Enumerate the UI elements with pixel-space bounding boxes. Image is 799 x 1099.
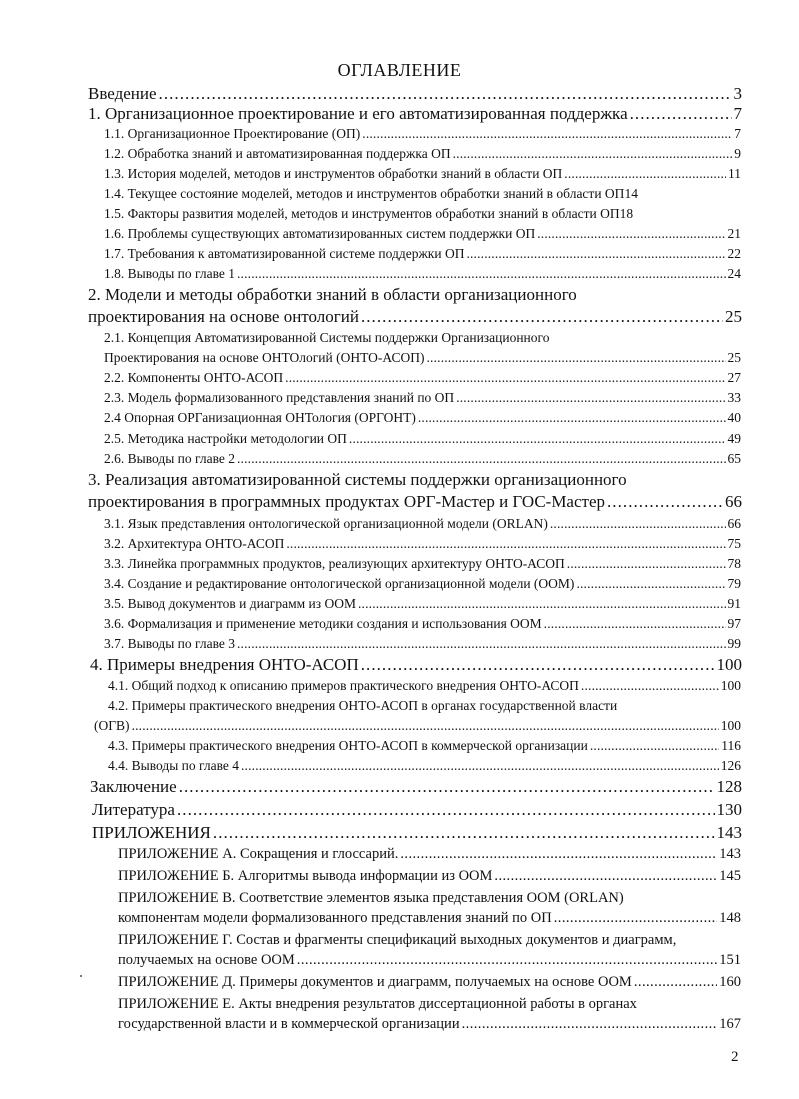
toc-chapter-2-line1: 2. Модели и методы обработки знаний в области организационного (88, 285, 577, 304)
leader-dots (349, 431, 726, 447)
toc-appendix-e-line1: ПРИЛОЖЕНИЕ Е. Акты внедрения результатов диссертационной работы в органах (118, 996, 637, 1012)
toc-entry-4-3[interactable] (108, 738, 741, 754)
toc-entry-3-1[interactable] (104, 516, 741, 532)
leader-dots (544, 616, 726, 632)
leader-dots (590, 738, 719, 754)
toc-page: 66 (727, 516, 741, 531)
toc-title: 4.3. Примеры практического внедрения ОНТО-АСОП в коммерческой организации (108, 738, 588, 753)
toc-page: 99 (727, 636, 741, 651)
toc-title: 2.4 Опорная ОРГанизационная ОНТология (ОРГОНТ) (104, 410, 416, 425)
toc-title: 2.5. Методика настройки методологии ОП (104, 431, 347, 446)
toc-entry-appendix-a[interactable] (118, 846, 741, 863)
toc-entry-3-5[interactable] (104, 596, 741, 612)
toc-page: 97 (727, 616, 741, 631)
toc-page: 18 (619, 206, 634, 221)
leader-dots (159, 84, 732, 104)
toc-page: 25 (727, 350, 741, 365)
toc-title: Литература (92, 800, 175, 819)
toc-title: Проектирования на основе ОНТОлогий (ОНТО-АСОП) (104, 350, 425, 365)
toc-title: 3.1. Язык представления онтологической организационной модели (ORLAN) (104, 516, 548, 531)
toc-title: (ОГВ) (94, 718, 130, 733)
toc-entry-conclusion[interactable] (90, 777, 742, 797)
leader-dots (576, 576, 725, 592)
leader-dots (358, 596, 726, 612)
toc-entry-chapter-3[interactable] (88, 492, 742, 512)
toc-page: 14 (624, 186, 638, 201)
toc-page: 66 (725, 492, 742, 511)
toc-title: 3.7. Выводы по главе 3 (104, 636, 235, 651)
toc-entry-literature[interactable] (92, 800, 742, 820)
toc-title: 1.8. Выводы по главе 1 (104, 266, 235, 281)
toc-title: 1.5. Факторы развития моделей, методов и инструментов обработки знаний в области ОП (104, 206, 620, 221)
leader-dots (237, 451, 726, 467)
toc-entry-chapter-2[interactable] (88, 307, 742, 327)
toc-entry-chapter-1[interactable] (88, 104, 742, 124)
toc-title: 1.6. Проблемы существующих автоматизированных систем поддержки ОП (104, 226, 536, 241)
toc-4-2-line1: 4.2. Примеры практического внедрения ОНТО-АСОП в органах государственной власти (108, 698, 618, 713)
toc-2-1-line1: 2.1. Концепция Автоматизированной Системы поддержки Организационного (104, 330, 550, 345)
toc-page: 167 (719, 1016, 741, 1032)
toc-entry-4-1[interactable] (108, 678, 741, 694)
toc-page: 7 (734, 126, 741, 141)
toc-entry-3-4[interactable] (104, 576, 741, 592)
leader-dots (564, 166, 726, 182)
scan-speck (80, 975, 82, 977)
toc-title: 4. Примеры внедрения ОНТО-АСОП (90, 655, 359, 674)
toc-entry-4-2[interactable] (94, 718, 741, 734)
toc-title: 3.6. Формализация и применение методики создания и использования ООМ (104, 616, 542, 631)
leader-dots (418, 410, 726, 426)
toc-title: 1.1. Организационное Проектирование (ОП) (104, 126, 361, 141)
leader-dots (581, 678, 719, 694)
toc-page: 79 (727, 576, 741, 591)
toc-title: проектирования в программных продуктах ОРГ-Мастер и ГОС-Мастер (88, 492, 605, 511)
leader-dots (607, 492, 723, 512)
toc-entry-chapter-4[interactable] (90, 655, 742, 675)
leader-dots (427, 350, 726, 366)
toc-title: государственной власти и в коммерческой организации (118, 1016, 460, 1032)
toc-title: 3.2. Архитектура ОНТО-АСОП (104, 536, 285, 551)
leader-dots (362, 126, 732, 142)
toc-entry-1-8[interactable] (104, 266, 741, 282)
toc-page: 33 (727, 390, 741, 405)
toc-title: Введение (88, 84, 157, 103)
toc-entry-appendix-b[interactable] (118, 868, 741, 885)
toc-entry-3-3[interactable] (104, 556, 741, 572)
leader-dots (462, 1016, 718, 1033)
toc-entry-appendix-g[interactable] (118, 952, 741, 969)
toc-title: ПРИЛОЖЕНИЕ Д. Примеры документов и диаграмм, получаемых на основе ООМ (118, 974, 632, 990)
leader-dots (466, 246, 725, 262)
leader-dots (237, 636, 726, 652)
toc-page: 3 (733, 84, 742, 103)
toc-page: 151 (719, 952, 741, 968)
leader-dots (132, 718, 719, 734)
toc-entry-2-1[interactable] (104, 350, 741, 366)
toc-entry-1-7[interactable] (104, 246, 741, 262)
toc-entry-2-6[interactable] (104, 451, 741, 467)
toc-entry-2-4[interactable] (104, 410, 741, 426)
leader-dots (361, 655, 715, 675)
toc-entry-1-4[interactable] (104, 186, 754, 202)
toc-page: 27 (727, 370, 741, 385)
toc-title: 4.1. Общий подход к описанию примеров практического внедрения ОНТО-АСОП (108, 678, 579, 693)
leader-dots (400, 846, 717, 863)
toc-entry-3-7[interactable] (104, 636, 741, 652)
leader-dots (554, 910, 718, 927)
toc-page: 22 (727, 246, 741, 261)
toc-page: 9 (734, 146, 741, 161)
toc-title: ПРИЛОЖЕНИЯ (92, 823, 211, 842)
toc-page: 100 (720, 718, 741, 733)
toc-page: 49 (727, 431, 741, 446)
leader-dots (567, 556, 726, 572)
leader-dots (297, 952, 717, 969)
toc-title: 3.4. Создание и редактирование онтологической организационной модели (ООМ) (104, 576, 575, 591)
toc-page: 160 (719, 974, 741, 990)
toc-page: 145 (719, 868, 741, 884)
toc-appendix-v-line1: ПРИЛОЖЕНИЕ В. Соответствие элементов языка представления ООМ (ORLAN) (118, 890, 624, 906)
toc-title: 3.3. Линейка программных продуктов, реализующих архитектуру ОНТО-АСОП (104, 556, 565, 571)
leader-dots (550, 516, 726, 532)
toc-entry-appendix-e[interactable] (118, 1016, 741, 1033)
toc-page: 65 (727, 451, 741, 466)
toc-page: 91 (727, 596, 741, 611)
toc-page: 21 (727, 226, 741, 241)
toc-title: 2.2. Компоненты ОНТО-АСОП (104, 370, 284, 385)
toc-title: получаемых на основе ООМ (118, 952, 295, 968)
toc-page: 130 (716, 800, 742, 819)
leader-dots (213, 823, 715, 843)
leader-dots (630, 104, 732, 124)
leader-dots (177, 800, 715, 820)
toc-title: 1.4. Текущее состояние моделей, методов и инструментов обработки знаний в области ОП (104, 186, 625, 201)
toc-entry-appendix-v[interactable] (118, 910, 741, 927)
toc-appendix-g-line1: ПРИЛОЖЕНИЕ Г. Состав и фрагменты спецификаций выходных документов и диаграмм, (118, 932, 677, 948)
toc-title: 2.3. Модель формализованного представления знаний по ОП (104, 390, 455, 405)
toc-entry-3-6[interactable] (104, 616, 741, 632)
toc-entry-2-2[interactable] (104, 370, 741, 386)
toc-entry-1-3[interactable] (104, 166, 741, 182)
toc-entry-4-4[interactable] (108, 758, 741, 774)
toc-title: 1.3. История моделей, методов и инструментов обработки знаний в области ОП (104, 166, 563, 181)
toc-title: 1. Организационное проектирование и его автоматизированная поддержка (88, 104, 628, 123)
toc-page: 128 (716, 777, 742, 796)
toc-title: 1.7. Требования к автоматизированной системе поддержки ОП (104, 246, 465, 261)
leader-dots (494, 868, 717, 885)
toc-page: 100 (716, 655, 742, 674)
toc-page: 25 (725, 307, 742, 326)
toc-title: компонентам модели формализованного представления знаний по ОП (118, 910, 552, 926)
toc-entry-1-1[interactable] (104, 126, 741, 142)
toc-entry-appendices[interactable] (92, 823, 742, 843)
toc-entry-2-5[interactable] (104, 431, 741, 447)
toc-entry-3-2[interactable] (104, 536, 741, 552)
leader-dots (453, 146, 733, 162)
toc-page: 11 (728, 166, 741, 181)
toc-page: 116 (721, 738, 741, 753)
page-title: ОГЛАВЛЕНИЕ (337, 60, 462, 80)
toc-page: 78 (727, 556, 741, 571)
toc-title: 1.2. Обработка знаний и автоматизированная поддержка ОП (104, 146, 451, 161)
leader-dots (361, 307, 723, 327)
toc-page: 143 (716, 823, 742, 842)
leader-dots (237, 266, 726, 282)
toc-title: 2.6. Выводы по главе 2 (104, 451, 235, 466)
toc-page: 148 (719, 910, 741, 926)
leader-dots (179, 777, 715, 797)
toc-title: ПРИЛОЖЕНИЕ Б. Алгоритмы вывода информации из ООМ (118, 868, 493, 884)
toc-entry-1-5[interactable] (104, 206, 754, 222)
toc-page: 40 (727, 410, 741, 425)
toc-title: проектирования на основе онтологий (88, 307, 359, 326)
toc-title: ПРИЛОЖЕНИЕ А. Сокращения и глоссарий. (118, 846, 399, 862)
toc-chapter-3-line1: 3. Реализация автоматизированной системы поддержки организационного (88, 470, 627, 489)
toc-title: 3.5. Вывод документов и диаграмм из ООМ (104, 596, 356, 611)
toc-page: 24 (727, 266, 741, 281)
toc-page: 143 (719, 846, 741, 862)
toc-entry-1-6[interactable] (104, 226, 741, 242)
page-number: 2 (731, 1049, 739, 1065)
toc-entry-1-2[interactable] (104, 146, 741, 162)
toc-page: 126 (720, 758, 741, 773)
toc-page: 7 (733, 104, 742, 123)
leader-dots (285, 370, 725, 386)
leader-dots (634, 974, 717, 991)
toc-page: 100 (720, 678, 741, 693)
toc-title: 4.4. Выводы по главе 4 (108, 758, 239, 773)
leader-dots (456, 390, 725, 406)
toc-page: 75 (727, 536, 741, 551)
leader-dots (537, 226, 725, 242)
leader-dots (286, 536, 725, 552)
toc-title: Заключение (90, 777, 177, 796)
toc-entry-2-3[interactable] (104, 390, 741, 406)
toc-entry-intro[interactable] (88, 84, 742, 104)
leader-dots (241, 758, 719, 774)
toc-entry-appendix-d[interactable] (118, 974, 741, 991)
